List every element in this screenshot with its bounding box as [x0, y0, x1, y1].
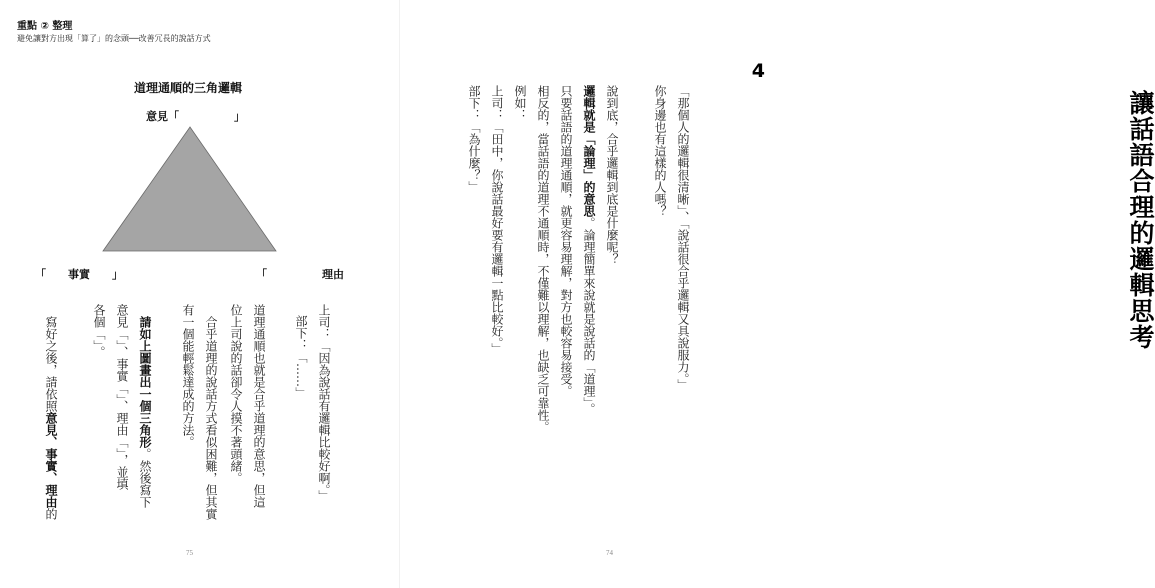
right-label-reason: 「 理由 [256, 268, 344, 281]
left-page [0, 0, 399, 588]
definition-rest: 。論理簡單來說就是說話的「道理」。 [582, 217, 596, 415]
triangle-shape [103, 127, 276, 251]
left-paragraph-1-line: 道理通順也就是合乎道理的意思，但這 [252, 304, 266, 508]
logic-triangle-diagram [0, 0, 399, 300]
right-intro-line: 你身邊也有這樣的人嗎？ [653, 85, 667, 217]
left-page-number: 75 [186, 549, 193, 557]
left-instruction-line-3: 各個「」。 [92, 304, 106, 358]
right-explanation-line: 相反的，當話語的道理不通順時，不僅難以理解，也缺乏可靠性。 [536, 85, 550, 433]
left-dialogue-subordinate: 部下：「……」 [294, 315, 308, 399]
right-page [400, 0, 1155, 588]
right-definition [583, 85, 595, 415]
apex-label-opinion: 意見「 」 [146, 110, 245, 123]
instruction-rest: 。然後寫下 [138, 448, 152, 508]
right-explanation-line: 只要話語的道理通順，就更容易理解，對方也較容易接受。 [559, 85, 573, 397]
definition-bold: 邏輯就是「論理」的意思 [582, 85, 596, 217]
right-example-subordinate: 部下：「為什麼？」 [467, 85, 481, 193]
final-suffix: 的 [44, 508, 58, 520]
left-paragraph-1-line: 位上司說的話卻令人摸不著頭緒。 [229, 304, 243, 484]
final-prefix: 寫好之後，請依照 [44, 316, 58, 412]
final-bold: 意見、事實、理由 [44, 412, 58, 508]
left-paragraph-2-line: 合乎道理的說話方式看似困難，但其實 [204, 316, 218, 520]
left-final-line [45, 316, 57, 520]
left-instruction-line-1 [139, 316, 151, 508]
header-subtitle: 避免讓對方出現「算了」的念頭──改善冗長的說話方式 [17, 34, 211, 43]
instruction-bold: 請如上圖畫出一個三角形 [138, 316, 152, 448]
right-example-label: 例如： [513, 85, 527, 121]
right-intro-line: 「那個人的邏輯很清晰」、「說話很合乎邏輯又具說服力。」 [676, 85, 690, 391]
left-label-fact: 「 事實 」 [35, 268, 123, 281]
right-page-number: 74 [606, 549, 613, 557]
header-title: 重點 ② 整理 [17, 21, 73, 32]
right-question: 說到底，合乎邏輯到底是什麼呢？ [605, 85, 619, 265]
left-instruction-line-2: 意見「」、事實「」、理由「」，並填 [115, 304, 129, 490]
diagram-title: 道理通順的三角邏輯 [133, 81, 243, 95]
left-dialogue-boss: 上司：「因為說話有邏輯比較好啊。」 [317, 304, 331, 502]
chapter-number: 4 [751, 60, 765, 82]
right-example-boss: 上司：「田中，你說話最好要有邏輯一點比較好。」 [490, 85, 504, 355]
chapter-title: 讓話語合理的邏輯思考 [1126, 90, 1155, 350]
left-paragraph-2-line: 有一個能輕鬆達成的方法。 [181, 304, 195, 448]
